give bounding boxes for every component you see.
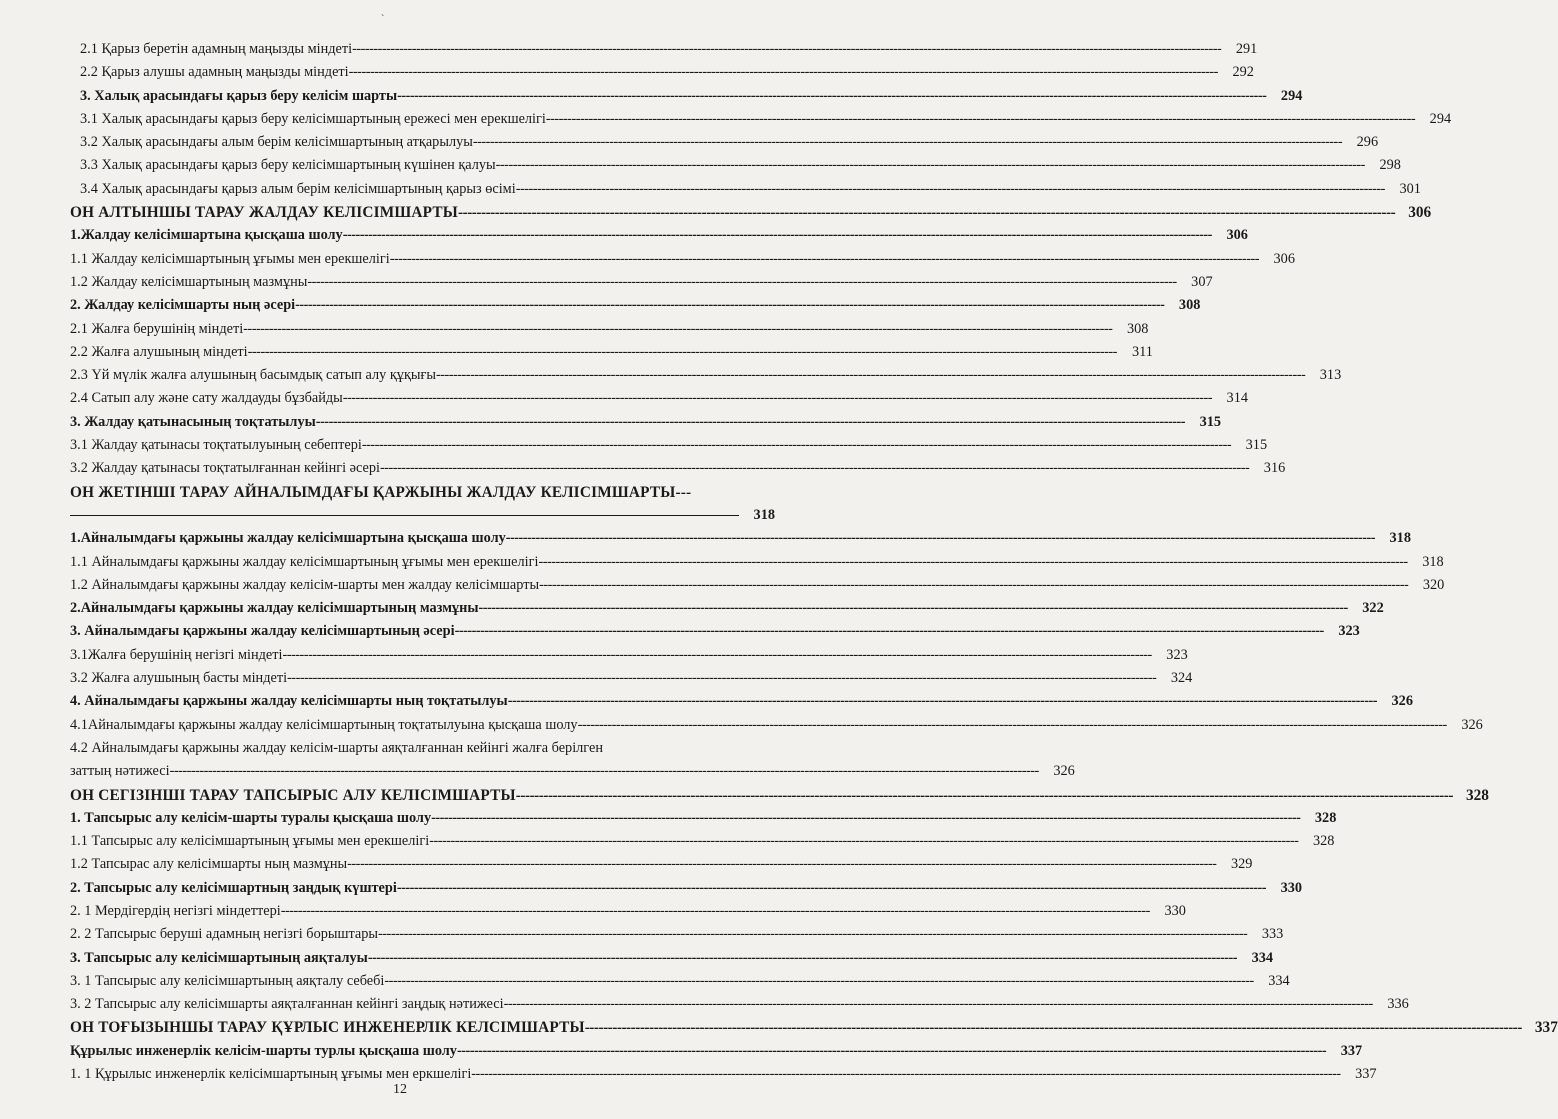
toc-entry-row <box>70 853 1253 876</box>
toc-separator-row <box>70 504 775 527</box>
toc-page-number: 306 <box>1226 227 1248 244</box>
toc-page-number: 334 <box>1268 972 1290 989</box>
toc-page-number: 294 <box>1429 110 1452 127</box>
toc-page-number: 323 <box>1166 646 1188 663</box>
toc-entry-row <box>70 411 1222 434</box>
toc-entry-row <box>70 900 1186 923</box>
toc-leader-dashes <box>380 457 1249 480</box>
toc-entry-row <box>70 620 1360 643</box>
table-of-contents <box>70 38 1558 1086</box>
toc-leader-dashes <box>343 387 1212 410</box>
toc-page-number: 320 <box>1422 576 1445 593</box>
toc-entry-row <box>70 154 1401 177</box>
toc-entry-title: 3.2 Халық арасындағы алым берім келісімшартының атқарылуы <box>80 134 473 151</box>
toc-entry-row <box>70 294 1201 317</box>
toc-page-number: 328 <box>1314 809 1337 826</box>
toc-entry-title: 2. Тапсырыс алу келісімшартның заңдық күштері <box>70 879 397 896</box>
toc-page-number: 308 <box>1126 320 1149 337</box>
toc-page-number: 322 <box>1362 600 1384 617</box>
toc-page-number: 291 <box>1235 41 1258 57</box>
toc-entry-title: ОН АЛТЫНШЫ ТАРАУ ЖАЛДАУ КЕЛІСІМШАРТЫ <box>70 204 458 222</box>
toc-leader-dashes <box>287 667 1156 690</box>
toc-entry-row <box>70 364 1342 387</box>
toc-leader-dashes <box>378 923 1247 946</box>
toc-page-number: 294 <box>1280 87 1303 104</box>
toc-entry-title: 3.2 Жалдау қатынасы тоқтатылғаннан кейінгі әсері <box>70 460 380 477</box>
toc-entry-title: 1.2 Жалдау келісімшартының мазмұны <box>70 273 308 290</box>
toc-page-number: 326 <box>1391 693 1413 710</box>
toc-leader-dashes <box>281 900 1150 923</box>
toc-entry-title: 3.1 Жалдау қатынасы тоқтатылуының себептері <box>70 437 362 454</box>
toc-leader-dashes <box>478 597 1347 620</box>
toc-page-number: 323 <box>1338 623 1360 640</box>
toc-leader-dashes <box>352 38 1221 61</box>
toc-entry-row <box>70 667 1193 690</box>
toc-leader-dashes <box>243 318 1112 341</box>
toc-entry-title: ОН ТОҒЫЗЫНШЫ ТАРАУ ҚҰРЛЫС ИНЖЕНЕРЛІК КЕЛСІМШАРТЫ <box>70 1019 585 1037</box>
toc-leader-dashes <box>397 85 1266 108</box>
toc-entry-title: 3.3 Халық арасындағы қарыз беру келісімшартының күшінен қалуы <box>80 157 496 174</box>
toc-page-number: 308 <box>1178 297 1201 314</box>
toc-entry-row <box>70 248 1295 271</box>
toc-entry-row <box>70 690 1413 713</box>
toc-page-number: 301 <box>1399 180 1421 197</box>
toc-entry-title: 2.Айналымдағы қаржыны жалдау келісімшартының мазмұны <box>70 600 479 617</box>
toc-entry-row <box>70 131 1379 154</box>
toc-leader-dashes <box>362 434 1231 457</box>
toc-page-number: 334 <box>1251 949 1274 966</box>
toc-leader-dashes <box>390 248 1259 271</box>
toc-leader-dashes <box>504 993 1373 1016</box>
toc-leader-dashes <box>457 1040 1326 1063</box>
toc-entry-title: Құрылыс инженерлік келісім-шарты турлы қысқаша шолу <box>70 1042 457 1059</box>
toc-page-number: 306 <box>1273 250 1295 267</box>
toc-chapter-row <box>70 481 775 504</box>
toc-page-number: 337 <box>1355 1066 1377 1083</box>
toc-entry-row <box>70 970 1290 993</box>
toc-leader-dashes <box>307 271 1176 294</box>
toc-page-number: 315 <box>1199 413 1222 430</box>
toc-entry-title: 3. 2 Тапсырыс алу келісімшарты аяқталғаннан кейінгі заңдық нәтижесі <box>70 996 504 1013</box>
scan-mark: ˋ <box>381 14 385 25</box>
toc-page-number: 318 <box>1422 553 1444 570</box>
toc-entry-title: 2.4 Сатып алу және сату жалдауды бұзбайды <box>70 390 343 407</box>
toc-page-number: 292 <box>1232 64 1254 81</box>
toc-entry-title: 1.1 Тапсырыс алу келісімшартының ұғымы мен ерекшелігі <box>70 833 430 850</box>
toc-entry-row <box>70 61 1254 84</box>
toc-entry-row <box>70 271 1213 294</box>
toc-page-number: 315 <box>1245 437 1268 454</box>
toc-leader-dashes <box>455 620 1324 643</box>
toc-entry-title: 4. Айналымдағы қаржыны жалдау келісімшарты ның тоқтатылуы <box>70 693 508 710</box>
toc-leader-dashes <box>516 178 1385 201</box>
toc-leader-dashes <box>343 224 1212 247</box>
toc-entry-title: 1. Тапсырыс алу келісім-шарты туралы қысқаша шолу <box>70 809 432 826</box>
toc-entry-row <box>70 38 1258 61</box>
toc-entry-title: 2.1 Қарыз беретін адамның маңызды міндеті <box>80 41 353 57</box>
toc-entry-row <box>70 830 1335 853</box>
toc-leader-dashes <box>458 201 1395 224</box>
toc-leader-dashes <box>431 807 1300 830</box>
toc-entry-title: 2.2 Жалға алушының міндеті <box>70 343 248 360</box>
toc-chapter-row <box>70 784 1489 807</box>
toc-page-number: 337 <box>1340 1042 1363 1059</box>
toc-entry-row <box>70 760 1075 783</box>
toc-leader-dashes <box>585 1016 1522 1039</box>
toc-entry-row <box>70 178 1421 201</box>
toc-page-number: 318 <box>739 504 775 527</box>
toc-leader-dashes <box>516 784 1453 807</box>
toc-entry-title: 2.3 Үй мүлік жалға алушының басымдық сатып алу құқығы <box>70 367 436 384</box>
toc-page-number: 298 <box>1379 157 1401 174</box>
toc-leader-dashes <box>506 527 1375 550</box>
toc-entry-title: 3. Халық арасындағы қарыз беру келісім шарты <box>80 87 398 104</box>
toc-leader-dashes <box>283 644 1152 667</box>
toc-page-number: 328 <box>1466 786 1489 804</box>
toc-leader-dashes <box>508 690 1377 713</box>
toc-entry-title: 3.4 Халық арасындағы қарыз алым берім келісімшартының қарыз өсімі <box>80 180 516 197</box>
toc-entry-row <box>70 993 1409 1016</box>
toc-entry-title: 3.1 Халық арасындағы қарыз беру келісімшартының ережесі мен ерекшелігі <box>80 110 546 127</box>
toc-entry-title: 3. Айналымдағы қаржыны жалдау келісімшартының әсері <box>70 623 455 640</box>
toc-page-number: 326 <box>1053 763 1075 780</box>
toc-entry-title: 1. 1 Құрылыс инженерлік келісімшартының ұғымы мен еркшелігі <box>70 1066 472 1083</box>
toc-page-number: 318 <box>1389 530 1411 547</box>
toc-page-number: 296 <box>1356 134 1379 151</box>
toc-entry-title: 4.2 Айналымдағы қаржыны жалдау келісім-шарты аяқталғаннан кейінгі жалға берілген <box>70 739 603 756</box>
toc-entry-row <box>70 387 1248 410</box>
toc-leader-dashes <box>436 364 1305 387</box>
toc-entry-row <box>70 434 1268 457</box>
toc-page-number: 313 <box>1319 367 1342 384</box>
toc-page-number: 314 <box>1226 390 1248 407</box>
toc-leader-dashes <box>538 551 1407 574</box>
toc-entry-title: 2. 2 Тапсырыс беруші адамның негізгі борыштары <box>70 926 379 943</box>
toc-page-number: 333 <box>1261 926 1284 943</box>
toc-entry-title: 1.2 Айналымдағы қаржыны жалдау келісім-шарты мен жалдау келісімшарты <box>70 576 540 593</box>
toc-page-number: 326 <box>1461 716 1483 733</box>
toc-entry-title: 2.2 Қарыз алушы адамның маңызды міндеті <box>80 64 349 81</box>
toc-page-number: 307 <box>1191 273 1213 290</box>
toc-entry-title: 2. 1 Мердігердің негізгі міндеттері <box>70 902 281 919</box>
toc-page-number: 330 <box>1164 902 1186 919</box>
toc-leader-dashes <box>578 714 1447 737</box>
toc-entry-title: 1.Жалдау келісімшартына қысқаша шолу <box>70 227 343 244</box>
toc-entry-title: 3.1Жалға берушінің негізгі міндеті <box>70 646 283 663</box>
toc-entry-title: 1.1 Жалдау келісімшартының ұғымы мен ерекшелігі <box>70 250 390 267</box>
toc-chapter-row <box>70 201 1432 224</box>
toc-entry-title: 3. Жалдау қатынасының тоқтатылуы <box>70 413 316 430</box>
toc-entry-row <box>70 923 1284 946</box>
toc-leader-dashes <box>496 154 1365 177</box>
toc-entry-title: 4.1Айналымдағы қаржыны жалдау келісімшартының тоқтатылуына қысқаша шолу <box>70 716 578 733</box>
toc-leader-dashes <box>295 294 1164 317</box>
toc-page-number: 306 <box>1408 204 1432 222</box>
toc-entry-row <box>70 108 1452 131</box>
toc-entry-row <box>70 341 1153 364</box>
toc-entry-row <box>70 737 775 760</box>
toc-entry-title: 1.1 Айналымдағы қаржыны жалдау келісімшартының ұғымы мен ерекшелігі <box>70 553 539 570</box>
toc-entry-row <box>70 574 1445 597</box>
toc-entry-row <box>70 527 1411 550</box>
toc-entry-title: ОН СЕГІЗІНШІ ТАРАУ ТАПСЫРЫС АЛУ КЕЛІСІМШАРТЫ <box>70 786 516 804</box>
toc-chapter-row <box>70 1016 1558 1039</box>
toc-entry-row <box>70 947 1274 970</box>
toc-page-number: 316 <box>1263 460 1286 477</box>
toc-entry-title: ОН ЖЕТІНШІ ТАРАУ АЙНАЛЫМДАҒЫ ҚАРЖЫНЫ ЖАЛДАУ КЕЛІСІМШАРТЫ--- <box>70 483 692 501</box>
toc-entry-row <box>70 597 1384 620</box>
toc-entry-title: 3. 1 Тапсырыс алу келісімшартының аяқталу себебі <box>70 972 385 989</box>
toc-leader-dashes <box>546 108 1415 131</box>
toc-leader-dashes <box>349 61 1218 84</box>
page-number: 12 <box>393 1082 407 1097</box>
toc-page-number: 329 <box>1230 856 1253 873</box>
toc-page-number: 311 <box>1131 343 1153 360</box>
toc-page-number: 324 <box>1170 670 1193 687</box>
toc-entry-row <box>70 644 1188 667</box>
toc-leader-dashes <box>347 853 1216 876</box>
toc-leader-dashes <box>170 760 1039 783</box>
toc-entry-row <box>70 85 1303 108</box>
toc-entry-title: 3.2 Жалға алушының басты міндеті <box>70 670 288 687</box>
toc-leader-dashes <box>368 947 1237 970</box>
toc-leader-dashes <box>429 830 1298 853</box>
toc-page-number: 336 <box>1387 996 1409 1013</box>
toc-entry-row <box>70 318 1149 341</box>
toc-entry-row <box>70 714 1483 737</box>
toc-leader-dashes <box>397 877 1266 900</box>
toc-page-number: 330 <box>1280 879 1303 896</box>
toc-page-number: 337 <box>1534 1019 1558 1037</box>
leader-line <box>70 515 775 516</box>
toc-entry-title: 1.2 Тапсырас алу келісімшарты ның мазмұны <box>70 856 348 873</box>
toc-entry-row <box>70 1040 1363 1063</box>
toc-entry-title: 1.Айналымдағы қаржыны жалдау келісімшартына қысқаша шолу <box>70 530 506 547</box>
toc-leader-dashes <box>248 341 1117 364</box>
toc-leader-dashes <box>539 574 1408 597</box>
toc-entry-row <box>70 877 1303 900</box>
toc-entry-title: 2.1 Жалға берушінің міндеті <box>70 320 244 337</box>
toc-entry-title: 3. Тапсырыс алу келісімшартының аяқталуы <box>70 949 368 966</box>
toc-leader-dashes <box>473 131 1342 154</box>
toc-entry-row <box>70 807 1337 830</box>
toc-entry-title: 2. Жалдау келісімшарты ның әсері <box>70 297 296 314</box>
toc-entry-row <box>70 551 1444 574</box>
toc-entry-row <box>70 224 1248 247</box>
toc-leader-dashes <box>316 411 1185 434</box>
toc-leader-dashes <box>384 970 1253 993</box>
toc-entry-title: заттың нәтижесі <box>70 763 170 780</box>
toc-page-number: 328 <box>1313 833 1335 850</box>
toc-entry-row <box>70 457 1286 480</box>
